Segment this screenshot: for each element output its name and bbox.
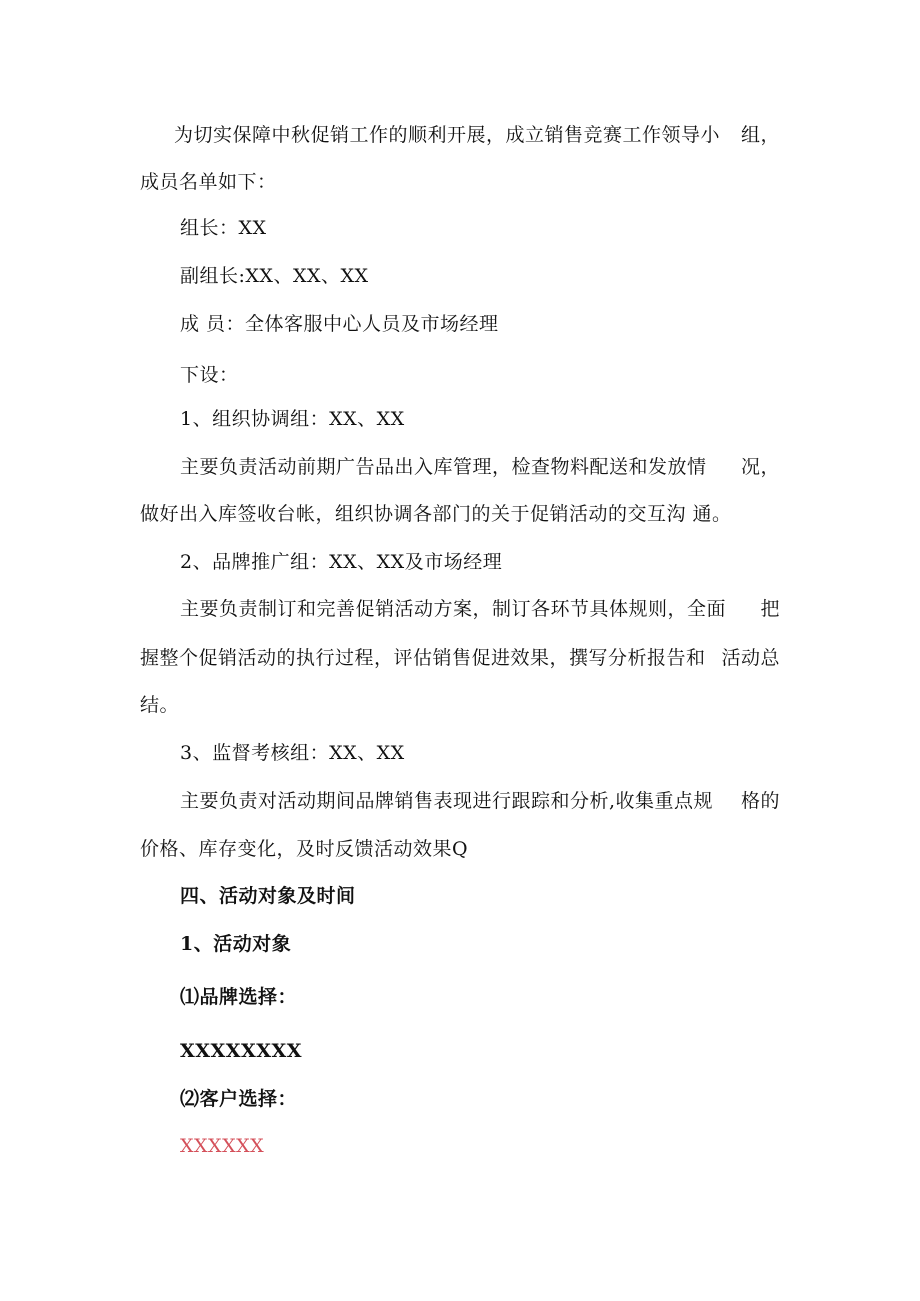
brand-selection-value: XXXXXXXX bbox=[180, 1040, 302, 1062]
group3-desc-line-1-left: 主要负责对活动期间品牌销售表现进行跟踪和分析,收集重点规 bbox=[180, 790, 714, 812]
group3-desc-line-1-right: 格的 bbox=[740, 790, 780, 812]
group3-desc-line-2: 价格、库存变化，及时反馈活动效果Q bbox=[140, 838, 469, 860]
brand-selection-label: ⑴品牌选择： bbox=[180, 986, 298, 1008]
group1-title: 1、组织协调组：XX、XX bbox=[180, 408, 405, 430]
section4-sub1: 1、活动对象 bbox=[180, 933, 292, 955]
customer-selection-value: XXXXXX bbox=[180, 1135, 265, 1157]
group1-desc-line-1-left: 主要负责活动前期广告品出入库管理，检查物料配送和发放情 bbox=[180, 456, 707, 478]
sub-heading: 下设： bbox=[180, 364, 239, 386]
leader-line: 组长：XX bbox=[180, 217, 267, 239]
section4-title: 四、活动对象及时间 bbox=[180, 885, 356, 907]
group2-desc-line-2-left: 握整个促销活动的执行过程，评估销售促进效果，撰写分析报告和 bbox=[140, 647, 706, 669]
group1-desc-line-2: 做好出入库签收台帐，组织协调各部门的关于促销活动的交互沟 通。 bbox=[140, 503, 732, 525]
intro-line-2: 成员名单如下： bbox=[140, 171, 277, 193]
group2-desc-line-1-left: 主要负责制订和完善促销活动方案，制订各环节具体规则，全面 bbox=[180, 598, 727, 620]
group3-title: 3、监督考核组：XX、XX bbox=[180, 742, 405, 764]
group2-desc-line-1-right: 把 bbox=[760, 598, 780, 620]
group1-desc-line-1-right: 况， bbox=[740, 456, 780, 478]
group1-desc-line-1 bbox=[140, 455, 780, 479]
intro-line-1-left: 为切实保障中秋促销工作的顺利开展，成立销售竞赛工作领导小 bbox=[174, 124, 721, 146]
vice-leader-line: 副组长:XX、XX、XX bbox=[180, 265, 369, 287]
group3-desc-line-1 bbox=[140, 789, 780, 813]
members-line: 成 员：全体客服中心人员及市场经理 bbox=[180, 313, 499, 335]
group2-desc-line-2 bbox=[140, 646, 780, 670]
customer-selection-label: ⑵客户选择： bbox=[180, 1088, 298, 1110]
intro-line-1-right: 组， bbox=[740, 124, 780, 146]
intro-line-1 bbox=[140, 123, 780, 147]
group2-desc-line-2-right: 活动总 bbox=[721, 647, 780, 669]
group2-title: 2、品牌推广组：XX、XX及市场经理 bbox=[180, 551, 503, 573]
group2-desc-line-3: 结。 bbox=[140, 694, 180, 716]
group2-desc-line-1 bbox=[140, 597, 780, 621]
